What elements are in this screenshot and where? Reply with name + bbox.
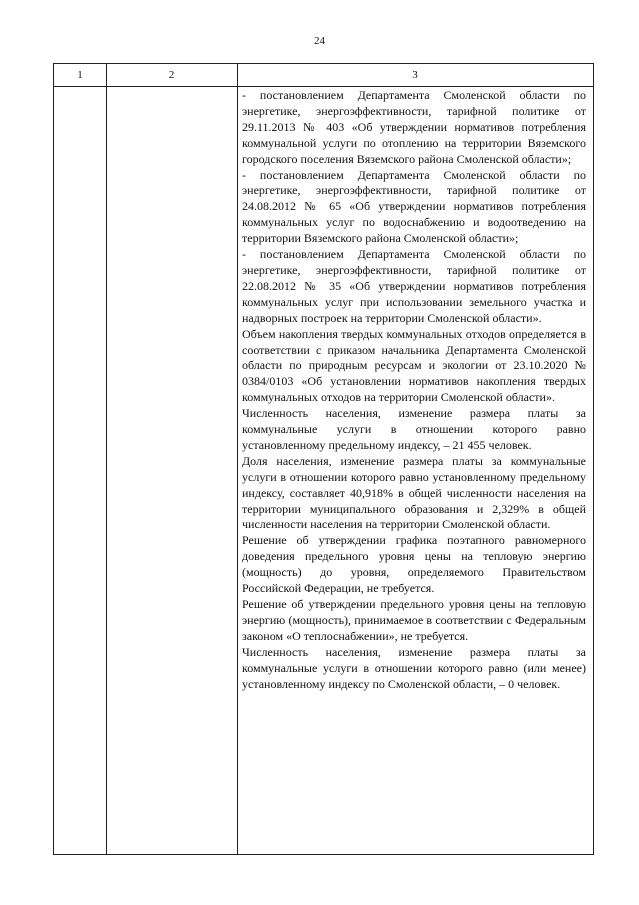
column-divider-2	[237, 64, 238, 854]
paragraph-price-limit: Решение об утверждении предельного уровня цены на тепловую энергию (мощность), принимаемое в соответствии с Федеральным законом «О теплоснабжении», не требуется.	[242, 597, 586, 643]
column-3-content	[242, 88, 586, 692]
page-number: 24	[314, 35, 325, 47]
paragraph-population-share: Доля населения, изменение размера платы за коммунальные услуги в отношении которого равно установленному предельному индексу, составляет 40,918% в общей численности населения на территории муниципального образования и 2,329% в общей численности населения на территории Смоленской области.	[242, 453, 586, 532]
paragraph-resolution-water: - постановлением Департамента Смоленской области по энергетике, энергоэффективности, тарифной политике от 24.08.2012 № 65 «Об утверждении нормативов потребления коммунальных услуг по водоснабжению и водоотведению на территории Вяземского района Смоленской области»;	[242, 167, 586, 246]
paragraph-resolution-land: - постановлением Департамента Смоленской области по энергетике, энергоэффективности, тарифной политике от 22.08.2012 № 35 «Об утверждении нормативов потребления коммунальных услуг при использовании земельного участка и надворных построек на территории Смоленской области».	[242, 247, 586, 325]
table-header-row	[54, 64, 593, 87]
paragraph-price-schedule: Решение об утверждении графика поэтапного равномерного доведения предельного уровня цены на тепловую энергию (мощность) до уровня, определяемого Правительством Российской Федерации, не требуется.	[242, 533, 586, 596]
column-divider-1	[106, 64, 107, 854]
column-header-1: 1	[77, 69, 83, 81]
paragraph-waste-volume: Объем накопления твердых коммунальных отходов определяется в соответствии с приказом начальника Департамента Смоленской области по природным ресурсам и экологии от 23.10.2020 № 0384/0103 «Об установлении нормативов накопления твердых коммунальных отходов на территории Смоленской области».	[242, 326, 586, 405]
document-table	[53, 63, 594, 855]
paragraph-resolution-heating: - постановлением Департамента Смоленской области по энергетике, энергоэффективности, тарифной политике от 29.11.2013 № 403 «Об утверждении нормативов потребления коммунальной услуги по отоплению на территории Вяземского городского поселения Вяземского района Смоленской области»;	[242, 88, 586, 166]
paragraph-population-below-index: Численность населения, изменение размера платы за коммунальные услуги в отношении которого равно (или менее) установленному индексу по Смоленской области, – 0 человек.	[242, 644, 586, 691]
column-header-2: 2	[168, 69, 175, 81]
column-header-3: 3	[412, 69, 418, 81]
paragraph-population-count: Численность населения, изменение размера платы за коммунальные услуги в отношении которого равно установленному предельному индексу, – 21 455 человек.	[242, 406, 586, 452]
